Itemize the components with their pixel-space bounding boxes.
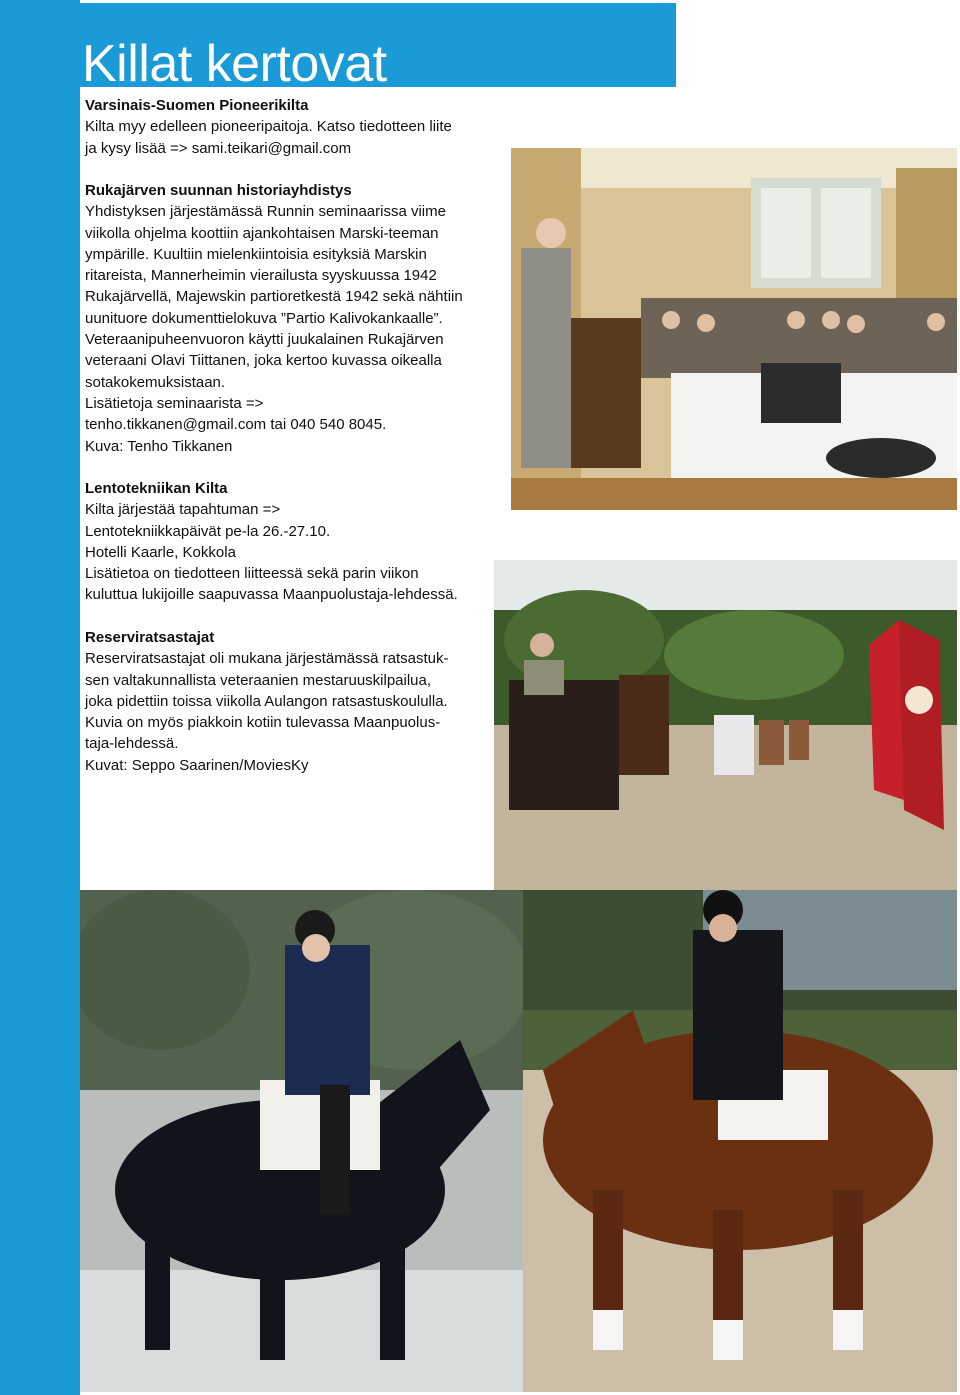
rider-left-photo — [80, 890, 523, 1392]
article-line: ja kysy lisää => sami.teikari@gmail.com — [85, 139, 352, 157]
article-line: tenho.tikkanen@gmail.com tai 040 540 8045. — [85, 416, 387, 434]
article-heading: Reserviratsastajat — [85, 629, 215, 646]
article-line: Hotelli Kaarle, Kokkola — [85, 543, 236, 561]
page-title: Killat kertovat — [82, 35, 387, 93]
article-line: uunituore dokumenttielokuva ”Partio Kalivokankaalle”. — [85, 309, 443, 327]
article-line: Kilta järjestää tapahtuman => — [85, 501, 281, 519]
article-line: Kuva: Tenho Tikkanen — [85, 437, 233, 455]
procession-photo — [494, 560, 957, 890]
article-line: Reserviratsastajat oli mukana järjestämässä ratsastuk- — [85, 650, 449, 668]
article-line: Lisätietoa on tiedotteen liitteessä sekä parin viikon — [85, 565, 419, 583]
article-line: sen valtakunnallista veteraanien mestaruuskilpailua, — [85, 671, 432, 689]
article-line: Lisätietoja seminaarista => — [85, 394, 264, 412]
article-heading: Varsinais-Suomen Pioneerikilta — [85, 97, 309, 114]
article-reserviratsastajat — [85, 627, 448, 776]
article-line: Kuvat: Seppo Saarinen/MoviesKy — [85, 756, 309, 774]
left-color-bar — [0, 0, 80, 1395]
article-line: Kilta myy edelleen pioneeripaitoja. Katso tiedotteen liite — [85, 118, 452, 136]
article-line: kuluttua lukijoille saapuvassa Maanpuolustaja-lehdessä. — [85, 586, 458, 604]
article-line: viikolla ohjelma koottiin ajankohtaisen Marski-teeman — [85, 224, 439, 242]
article-line: Yhdistyksen järjestämässä Runnin seminaarissa viime — [85, 203, 446, 221]
article-line: Veteraanipuheenvuoron käytti juukalainen Rukajärven — [85, 331, 444, 349]
article-line: ympärille. Kuultiin mielenkiintoisia esityksiä Marskin — [85, 245, 427, 263]
article-line: Lentotekniikkapäivät pe-la 26.-27.10. — [85, 522, 331, 540]
article-line: veteraani Olavi Tiittanen, joka kertoo kuvassa oikealla — [85, 352, 442, 370]
article-heading: Rukajärven suunnan historiayhdistys — [85, 182, 352, 199]
article-rukajarvi — [85, 180, 463, 457]
article-line: ritareista, Mannerheimin vierailusta syyskuussa 1942 — [85, 267, 437, 285]
seminar-photo — [511, 148, 957, 510]
article-heading: Lentotekniikan Kilta — [85, 480, 228, 497]
article-line: taja-lehdessä. — [85, 735, 179, 753]
article-line: joka pidettiin toissa viikolla Aulangon ratsastuskoululla. — [85, 692, 448, 710]
article-pioneerikilta — [85, 95, 452, 159]
rider-right-photo — [523, 890, 957, 1392]
article-line: Kuvia on myös piakkoin kotiin tulevassa Maanpuolus- — [85, 714, 441, 732]
article-line: Rukajärvellä, Majewskin partioretkestä 1942 sekä nähtiin — [85, 288, 463, 306]
article-lentotekniikka — [85, 478, 458, 606]
article-line: sotakokemuksistaan. — [85, 373, 226, 391]
